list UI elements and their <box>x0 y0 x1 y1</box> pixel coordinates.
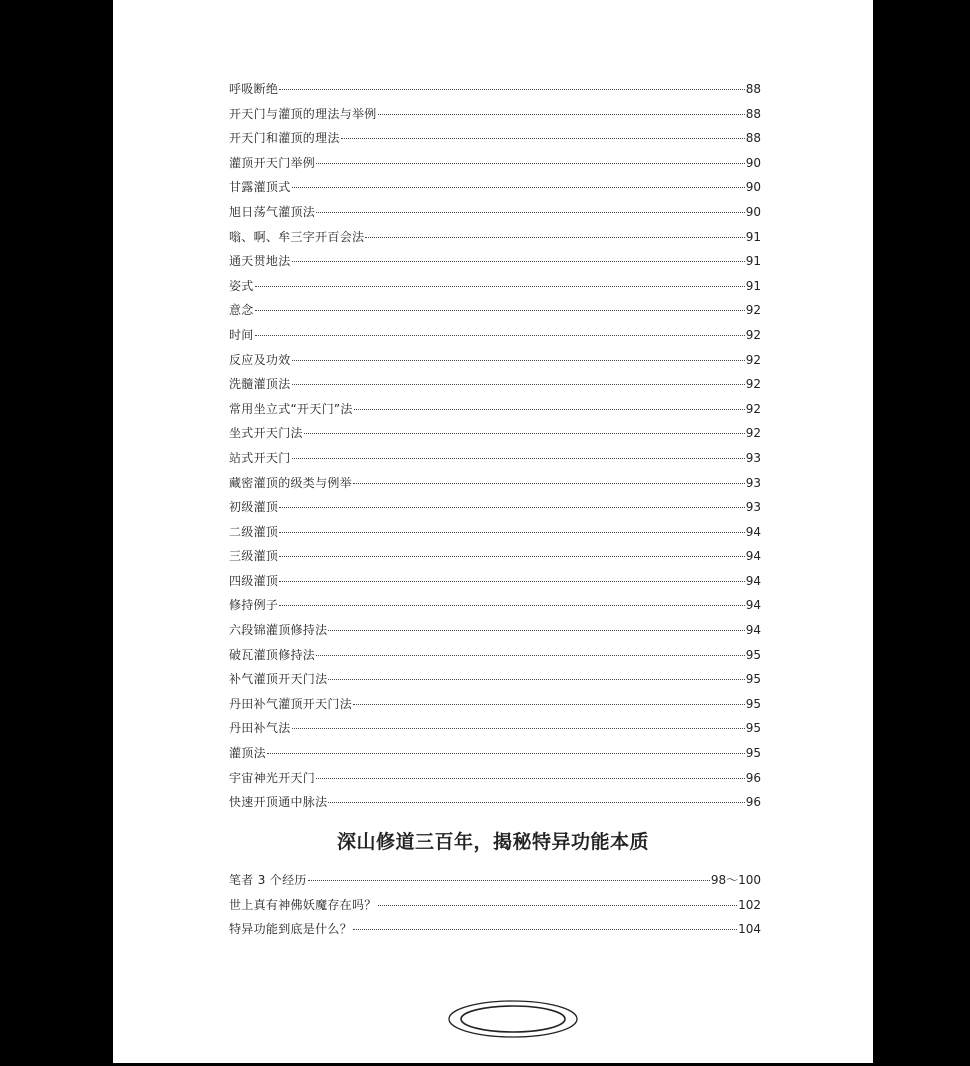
toc-entry-title: 甘露灌顶式 <box>229 180 291 195</box>
toc-entry-title: 站式开天门 <box>229 450 291 465</box>
document-page <box>113 0 873 1063</box>
toc-entry-title: 二级灌顶 <box>229 524 279 539</box>
toc-entry-title: 世上真有神佛妖魔存在吗？ <box>229 897 377 912</box>
toc-leader-dots <box>279 89 745 90</box>
toc-leader-dots <box>292 458 745 459</box>
toc-entry-page: 94 <box>745 623 761 638</box>
toc-leader-dots <box>365 237 744 238</box>
toc-entry[interactable] <box>229 667 761 692</box>
toc-entry[interactable] <box>229 618 761 643</box>
toc-entry-page: 90 <box>745 155 761 170</box>
toc-entry-title: 灌顶法 <box>229 746 266 761</box>
toc-leader-dots <box>279 605 745 606</box>
toc-entry-page: 88 <box>745 131 761 146</box>
toc-entry-title: 坐式开天门法 <box>229 426 303 441</box>
toc-entry-page: 96 <box>745 770 761 785</box>
toc-entry-title: 洗髓灌顶法 <box>229 377 291 392</box>
toc-entry-title: 宇宙神光开天门 <box>229 770 316 785</box>
toc-entry-title: 呼吸断绝 <box>229 82 279 96</box>
toc-entry[interactable] <box>229 446 761 471</box>
toc-entry-title: 藏密灌顶的级类与例举 <box>229 475 353 490</box>
toc-entry[interactable] <box>229 741 761 766</box>
toc-entry[interactable] <box>229 643 761 668</box>
page-ornament-icon <box>447 998 579 1040</box>
toc-entry-title: 姿式 <box>229 278 254 293</box>
toc-entry-page: 92 <box>745 401 761 416</box>
toc-entry-page: 104 <box>738 922 761 937</box>
toc-leader-dots <box>255 335 745 336</box>
toc-entry-page: 92 <box>745 303 761 318</box>
toc-entry[interactable] <box>229 893 761 918</box>
toc-entry-page: 92 <box>745 426 761 441</box>
toc-entry-title: 常用坐立式“开天门”法 <box>229 401 353 416</box>
toc-leader-dots <box>279 581 745 582</box>
toc-leader-dots <box>328 679 744 680</box>
toc-entry[interactable] <box>229 175 761 200</box>
toc-entry-page: 94 <box>745 598 761 613</box>
toc-leader-dots <box>354 409 745 410</box>
toc-entry[interactable] <box>229 348 761 373</box>
toc-leader-dots <box>328 802 744 803</box>
toc-entry[interactable] <box>229 298 761 323</box>
toc-entry[interactable] <box>229 249 761 274</box>
toc-entry-page: 95 <box>745 672 761 687</box>
toc-entry-page: 93 <box>745 475 761 490</box>
toc-entry-title: 快速开顶通中脉法 <box>229 795 328 810</box>
toc-entry-title: 四级灌顶 <box>229 573 279 588</box>
toc-entry-page: 91 <box>745 278 761 293</box>
toc-entry-page: 95 <box>745 647 761 662</box>
section-heading: 深山修道三百年，揭秘特异功能本质 <box>336 831 649 853</box>
toc-leader-dots <box>255 286 745 287</box>
toc-entry-page: 94 <box>745 573 761 588</box>
toc-entry-title: 旭日荡气灌顶法 <box>229 204 316 219</box>
toc-entry[interactable] <box>229 917 761 942</box>
toc-entry[interactable] <box>229 372 761 397</box>
toc-entry-title: 修持例子 <box>229 598 279 613</box>
toc-entry[interactable] <box>229 102 761 127</box>
toc-entry[interactable] <box>229 520 761 545</box>
toc-entry[interactable] <box>229 766 761 791</box>
toc-entry-page: 91 <box>745 229 761 244</box>
toc-entry-title: 丹田补气灌顶开天门法 <box>229 696 353 711</box>
toc-entry-page: 94 <box>745 549 761 564</box>
toc-entry-page: 92 <box>745 352 761 367</box>
toc-leader-dots <box>279 556 745 557</box>
toc-entry-title: 时间 <box>229 327 254 342</box>
toc-entry-title: 六段锦灌顶修持法 <box>229 623 328 638</box>
toc-leader-dots <box>378 114 745 115</box>
toc-entry-title: 笔者 3 个经历 <box>229 873 307 887</box>
toc-entry-page: 102 <box>738 897 761 912</box>
toc-entry[interactable] <box>229 495 761 520</box>
toc-entry-page: 94 <box>745 524 761 539</box>
toc-leader-dots <box>316 655 745 656</box>
toc-entry[interactable] <box>229 692 761 717</box>
toc-leader-dots <box>292 384 745 385</box>
toc-entry-title: 初级灌顶 <box>229 500 279 515</box>
toc-entry-title: 反应及功效 <box>229 352 291 367</box>
toc-entry[interactable] <box>229 544 761 569</box>
toc-entry-page: 88 <box>745 106 761 121</box>
toc-entry-title: 嗡、啊、牟三字开百会法 <box>229 229 365 244</box>
toc-entry[interactable] <box>229 151 761 176</box>
toc-leader-dots <box>378 905 737 906</box>
toc-entry[interactable] <box>229 716 761 741</box>
toc-entry-page: 95 <box>745 696 761 711</box>
toc-entry-title: 开天门与灌顶的理法与举例 <box>229 106 377 121</box>
table-of-contents-section-2 <box>229 868 761 942</box>
toc-entry-title: 三级灌顶 <box>229 549 279 564</box>
toc-leader-dots <box>292 261 745 262</box>
toc-entry[interactable] <box>229 397 761 422</box>
toc-entry-page: 91 <box>745 254 761 269</box>
toc-leader-dots <box>328 630 744 631</box>
toc-entry[interactable] <box>229 323 761 348</box>
toc-entry[interactable] <box>229 225 761 250</box>
table-of-contents <box>229 77 761 815</box>
toc-entry[interactable] <box>229 421 761 446</box>
toc-entry[interactable] <box>229 274 761 299</box>
toc-entry-page: 88 <box>745 82 761 96</box>
toc-entry-title: 破瓦灌顶修持法 <box>229 647 316 662</box>
toc-leader-dots <box>292 360 745 361</box>
toc-leader-dots <box>316 778 745 779</box>
toc-entry[interactable] <box>229 593 761 618</box>
toc-leader-dots <box>353 929 737 930</box>
toc-leader-dots <box>267 753 745 754</box>
toc-entry[interactable] <box>229 790 761 815</box>
toc-entry-title: 丹田补气法 <box>229 721 291 736</box>
toc-leader-dots <box>353 704 745 705</box>
toc-leader-dots <box>316 212 745 213</box>
toc-entry-title: 灌顶开天门举例 <box>229 155 316 170</box>
toc-entry-title: 补气灌顶开天门法 <box>229 672 328 687</box>
toc-leader-dots <box>353 483 745 484</box>
toc-entry-page: 96 <box>745 795 761 810</box>
toc-leader-dots <box>279 507 745 508</box>
toc-leader-dots <box>292 728 745 729</box>
toc-entry-page: 95 <box>745 746 761 761</box>
toc-entry-page: 93 <box>745 500 761 515</box>
toc-entry-page: 93 <box>745 450 761 465</box>
toc-entry-page: 92 <box>745 377 761 392</box>
toc-leader-dots <box>255 310 745 311</box>
toc-entry[interactable] <box>229 868 761 893</box>
toc-entry-title: 开天门和灌顶的理法 <box>229 131 340 146</box>
toc-leader-dots <box>308 880 710 881</box>
toc-entry[interactable] <box>229 200 761 225</box>
toc-entry-page: 98～100 <box>710 873 761 887</box>
toc-leader-dots <box>341 138 745 139</box>
toc-entry-title: 意念 <box>229 303 254 318</box>
toc-leader-dots <box>279 532 745 533</box>
toc-leader-dots <box>316 163 745 164</box>
toc-entry-page: 92 <box>745 327 761 342</box>
toc-entry[interactable] <box>229 77 761 102</box>
toc-entry[interactable] <box>229 569 761 594</box>
toc-entry[interactable] <box>229 471 761 496</box>
toc-leader-dots <box>304 433 745 434</box>
toc-leader-dots <box>292 187 745 188</box>
toc-entry-page: 90 <box>745 180 761 195</box>
toc-entry-title: 通天贯地法 <box>229 254 291 269</box>
toc-entry-page: 95 <box>745 721 761 736</box>
toc-entry-title: 特异功能到底是什么？ <box>229 922 353 937</box>
toc-entry-page: 90 <box>745 204 761 219</box>
toc-entry[interactable] <box>229 126 761 151</box>
